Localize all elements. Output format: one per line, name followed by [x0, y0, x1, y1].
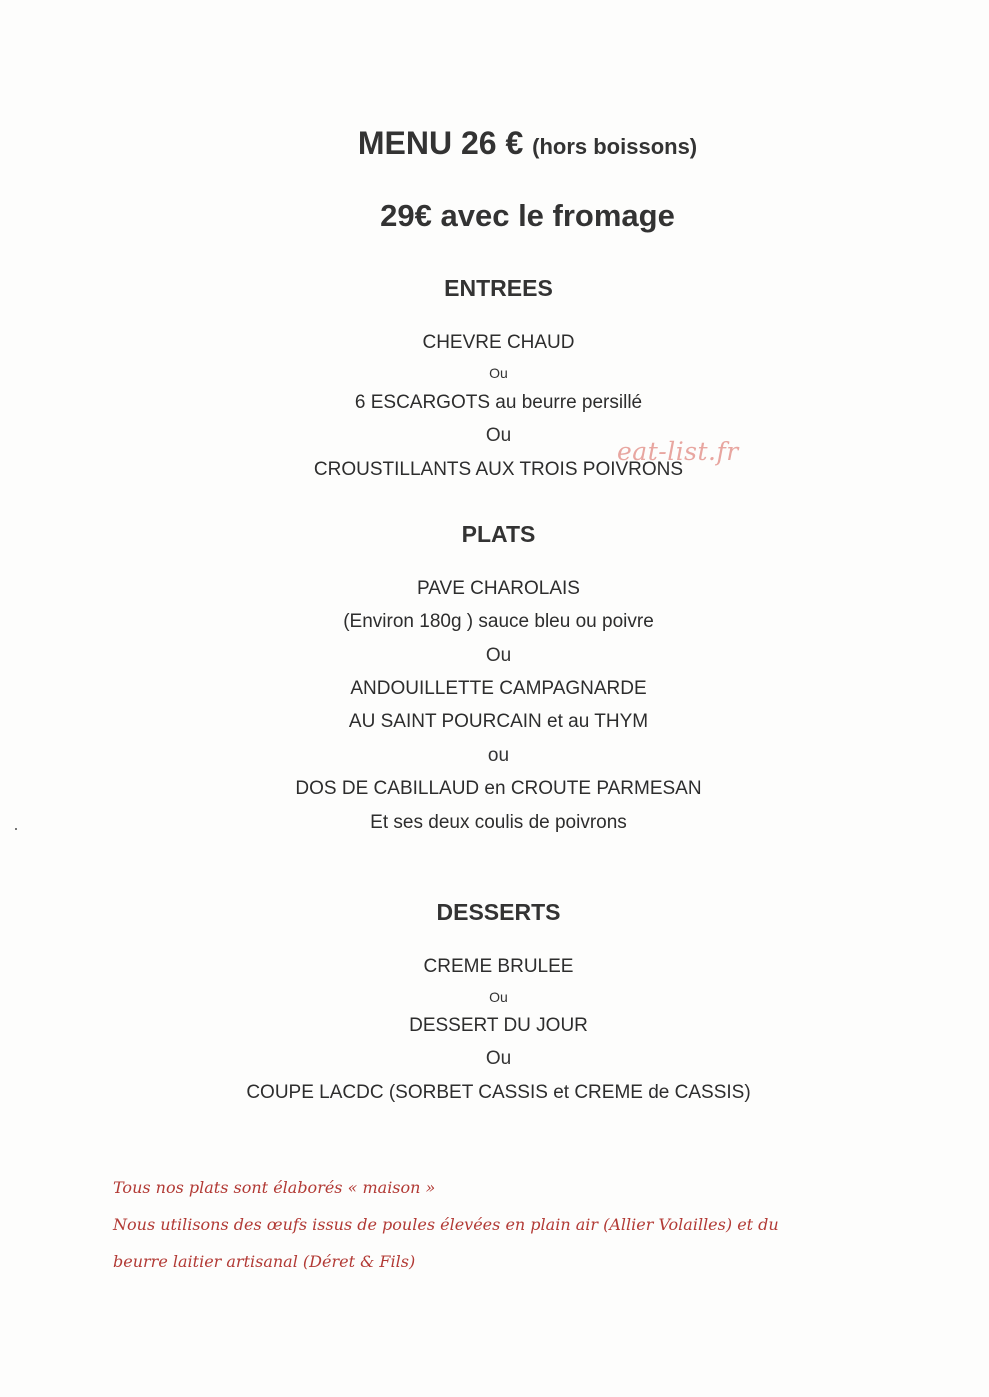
- note-line-1: Tous nos plats sont élaborés « maison »: [113, 1178, 436, 1197]
- menu-title: [33, 125, 989, 162]
- scan-speck: [15, 828, 17, 830]
- note-line-3: beurre laitier artisanal (Déret & Fils): [113, 1252, 416, 1271]
- dessert-item-1: CREME BRULEE: [423, 956, 574, 977]
- dessert-item-3: COUPE LACDC (SORBET CASSIS et CREME de CASSIS): [246, 1082, 751, 1103]
- watermark: eat-list.fr: [617, 437, 739, 466]
- section-heading-desserts: DESSERTS: [436, 899, 561, 925]
- menu-subtitle: 29€ avec le fromage: [380, 198, 675, 233]
- dessert-item-2: DESSERT DU JOUR: [409, 1015, 588, 1036]
- entree-item-3: CROUSTILLANTS AUX TROIS POIVRONS: [313, 459, 684, 480]
- plat-or-1: Ou: [485, 645, 512, 666]
- section-heading-plats: PLATS: [461, 521, 536, 547]
- section-heading-entrees: ENTREES: [444, 275, 553, 301]
- plat-item-3-line-2: Et ses deux coulis de poivrons: [370, 812, 627, 833]
- entree-or-2: Ou: [485, 425, 512, 446]
- entree-item-2: 6 ESCARGOTS au beurre persillé: [354, 392, 643, 413]
- plat-item-1-line-2: (Environ 180g ) sauce bleu ou poivre: [343, 611, 654, 632]
- menu-price: MENU 26 €: [357, 125, 524, 161]
- entree-or-1: Ou: [489, 365, 508, 381]
- note-line-2: Nous utilisons des œufs issus de poules élevées en plain air (Allier Volailles) et du: [113, 1215, 779, 1234]
- plat-item-1-line-1: PAVE CHAROLAIS: [417, 578, 580, 599]
- plat-or-2: ou: [487, 745, 510, 766]
- plat-item-2-line-1: ANDOUILLETTE CAMPAGNARDE: [350, 678, 647, 699]
- menu-price-note: (hors boissons): [532, 134, 698, 159]
- dessert-or-2: Ou: [485, 1048, 512, 1069]
- plat-item-3-line-1: DOS DE CABILLAUD en CROUTE PARMESAN: [295, 778, 702, 799]
- entree-item-1: CHEVRE CHAUD: [422, 332, 575, 353]
- plat-item-2-line-2: AU SAINT POURCAIN et au THYM: [348, 711, 649, 732]
- dessert-or-1: Ou: [489, 989, 508, 1005]
